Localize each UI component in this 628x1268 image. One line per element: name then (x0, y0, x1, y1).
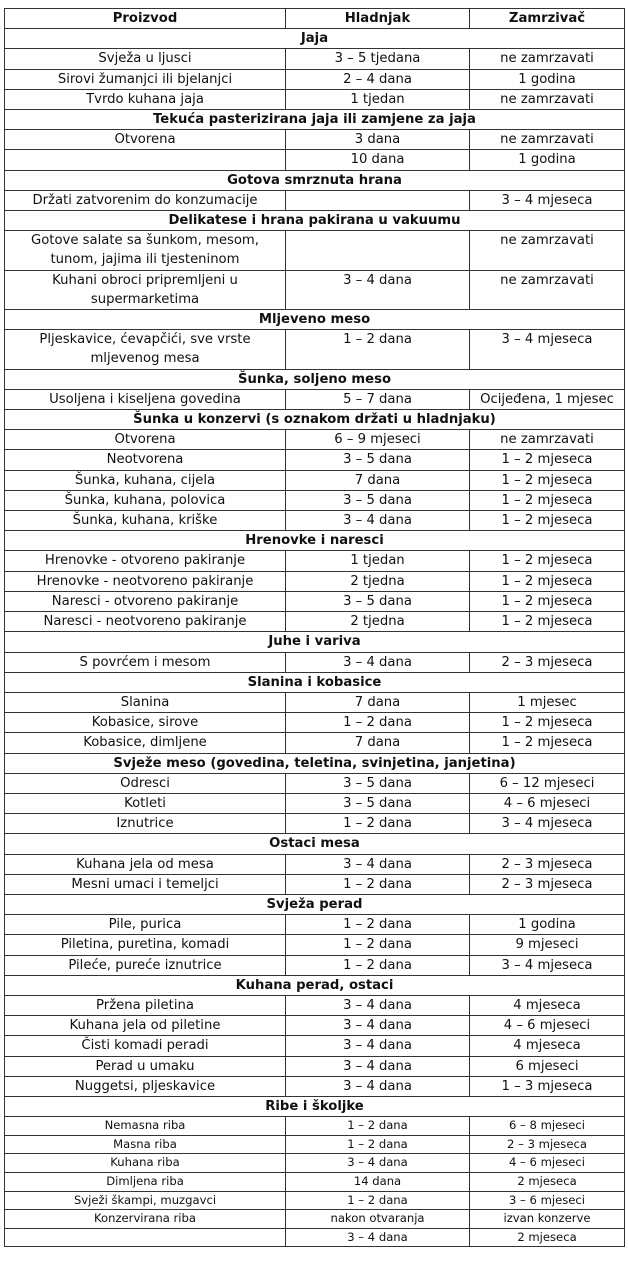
table-row (5, 1191, 625, 1210)
product-cell: Svježa u ljusci (5, 49, 286, 69)
freezer-cell: 6 – 8 mjeseci (470, 1117, 625, 1136)
product-cell: Piletina, puretina, komadi (5, 935, 286, 955)
product-cell: Pile, purica (5, 915, 286, 935)
freezer-cell: 1 – 2 mjeseca (470, 470, 625, 490)
freezer-cell: 4 – 6 mjeseci (470, 1016, 625, 1036)
refrigerator-cell: 3 – 4 dana (286, 1228, 470, 1247)
freezer-cell: 1 – 2 mjeseca (470, 450, 625, 470)
refrigerator-cell: 3 – 5 tjedana (286, 49, 470, 69)
freezer-cell: 4 mjeseca (470, 995, 625, 1015)
table-row (5, 89, 625, 109)
freezer-cell: Ocijeđena, 1 mjesec (470, 389, 625, 409)
refrigerator-cell: 5 – 7 dana (286, 389, 470, 409)
section-header-row (5, 894, 625, 914)
product-cell: Slanina (5, 692, 286, 712)
product-cell: Gotove salate sa šunkom, mesom, tunom, jajima ili tjesteninom (5, 231, 286, 270)
section-header-row (5, 834, 625, 854)
product-cell: Konzervirana riba (5, 1210, 286, 1229)
table-body (5, 29, 625, 1247)
refrigerator-cell: 1 – 2 dana (286, 814, 470, 834)
header-row (5, 9, 625, 29)
section-title: Ribe i školjke (5, 1096, 625, 1116)
refrigerator-cell (286, 231, 470, 270)
freezer-cell: 1 godina (470, 150, 625, 170)
header-product: Proizvod (5, 9, 286, 29)
table-row (5, 430, 625, 450)
refrigerator-cell: 3 – 4 dana (286, 652, 470, 672)
table-row (5, 1210, 625, 1229)
section-header-row (5, 632, 625, 652)
refrigerator-cell (286, 190, 470, 210)
table-row (5, 490, 625, 510)
freezer-cell: 1 – 2 mjeseca (470, 511, 625, 531)
table-row (5, 1076, 625, 1096)
table-row (5, 995, 625, 1015)
freezer-cell: 2 – 3 mjeseca (470, 1135, 625, 1154)
section-title: Juhe i variva (5, 632, 625, 652)
section-header-row (5, 369, 625, 389)
refrigerator-cell: 3 – 4 dana (286, 1076, 470, 1096)
product-cell: Kuhana jela od piletine (5, 1016, 286, 1036)
refrigerator-cell: 3 – 4 dana (286, 1036, 470, 1056)
table-row (5, 270, 625, 309)
table-row (5, 793, 625, 813)
refrigerator-cell: 3 – 5 dana (286, 773, 470, 793)
table-row (5, 1154, 625, 1173)
freezer-cell: 3 – 6 mjeseci (470, 1191, 625, 1210)
freezer-cell: ne zamrzavati (470, 430, 625, 450)
section-title: Delikatese i hrana pakirana u vakuumu (5, 211, 625, 231)
product-cell: Dimljena riba (5, 1172, 286, 1191)
product-cell: Otvorena (5, 130, 286, 150)
refrigerator-cell: 10 dana (286, 150, 470, 170)
product-cell: Iznutrice (5, 814, 286, 834)
product-cell: Pileće, pureće iznutrice (5, 955, 286, 975)
table-row (5, 935, 625, 955)
refrigerator-cell: 2 – 4 dana (286, 69, 470, 89)
table-row (5, 389, 625, 409)
table-row (5, 49, 625, 69)
refrigerator-cell: 3 – 4 dana (286, 1154, 470, 1173)
refrigerator-cell: 1 – 2 dana (286, 1117, 470, 1136)
section-title: Kuhana perad, ostaci (5, 975, 625, 995)
table-row (5, 1056, 625, 1076)
product-cell: Kuhana jela od mesa (5, 854, 286, 874)
table-row (5, 692, 625, 712)
refrigerator-cell: 1 – 2 dana (286, 915, 470, 935)
refrigerator-cell: 1 tjedan (286, 551, 470, 571)
product-cell (5, 1228, 286, 1247)
freezer-cell: 4 – 6 mjeseci (470, 793, 625, 813)
refrigerator-cell: 3 – 4 dana (286, 511, 470, 531)
freezer-cell: 1 godina (470, 69, 625, 89)
product-cell: Kotleti (5, 793, 286, 813)
freezer-cell: 1 – 2 mjeseca (470, 733, 625, 753)
freezer-cell: 4 – 6 mjeseci (470, 1154, 625, 1173)
table-row (5, 1135, 625, 1154)
table-row (5, 854, 625, 874)
product-cell: Šunka, kuhana, kriške (5, 511, 286, 531)
table-row (5, 1117, 625, 1136)
freezer-cell: 1 – 2 mjeseca (470, 551, 625, 571)
product-cell: Šunka, kuhana, polovica (5, 490, 286, 510)
refrigerator-cell: 3 – 5 dana (286, 591, 470, 611)
refrigerator-cell: nakon otvaranja (286, 1210, 470, 1229)
refrigerator-cell: 3 dana (286, 130, 470, 150)
refrigerator-cell: 1 tjedan (286, 89, 470, 109)
section-title: Slanina i kobasice (5, 672, 625, 692)
product-cell: Otvorena (5, 430, 286, 450)
freezer-cell: 2 mjeseca (470, 1228, 625, 1247)
freezer-cell: 2 – 3 mjeseca (470, 652, 625, 672)
product-cell: Svježi škampi, muzgavci (5, 1191, 286, 1210)
freezer-cell: 2 – 3 mjeseca (470, 874, 625, 894)
product-cell: Držati zatvorenim do konzumacije (5, 190, 286, 210)
food-storage-table (4, 8, 625, 1247)
table-row (5, 915, 625, 935)
refrigerator-cell: 3 – 4 dana (286, 854, 470, 874)
refrigerator-cell: 1 – 2 dana (286, 1135, 470, 1154)
header-refrigerator: Hladnjak (286, 9, 470, 29)
table-row (5, 874, 625, 894)
refrigerator-cell: 1 – 2 dana (286, 713, 470, 733)
refrigerator-cell: 3 – 5 dana (286, 490, 470, 510)
table-row (5, 231, 625, 270)
storage-table-container (4, 8, 624, 1247)
freezer-cell: 1 – 2 mjeseca (470, 490, 625, 510)
section-title: Ostaci mesa (5, 834, 625, 854)
freezer-cell: 6 – 12 mjeseci (470, 773, 625, 793)
refrigerator-cell: 1 – 2 dana (286, 330, 470, 369)
table-row (5, 470, 625, 490)
product-cell: Tvrdo kuhana jaja (5, 89, 286, 109)
table-row (5, 612, 625, 632)
freezer-cell: 3 – 4 mjeseca (470, 814, 625, 834)
refrigerator-cell: 1 – 2 dana (286, 874, 470, 894)
refrigerator-cell: 3 – 5 dana (286, 793, 470, 813)
table-row (5, 713, 625, 733)
freezer-cell: ne zamrzavati (470, 130, 625, 150)
section-title: Gotova smrznuta hrana (5, 170, 625, 190)
table-row (5, 955, 625, 975)
refrigerator-cell: 2 tjedna (286, 571, 470, 591)
refrigerator-cell: 1 – 2 dana (286, 955, 470, 975)
freezer-cell: 1 mjesec (470, 692, 625, 712)
refrigerator-cell: 7 dana (286, 470, 470, 490)
product-cell: Kuhana riba (5, 1154, 286, 1173)
section-header-row (5, 310, 625, 330)
freezer-cell: 2 mjeseca (470, 1172, 625, 1191)
table-row (5, 1036, 625, 1056)
refrigerator-cell: 3 – 4 dana (286, 995, 470, 1015)
refrigerator-cell: 7 dana (286, 692, 470, 712)
product-cell: Hrenovke - otvoreno pakiranje (5, 551, 286, 571)
section-header-row (5, 29, 625, 49)
refrigerator-cell: 1 – 2 dana (286, 935, 470, 955)
table-row (5, 652, 625, 672)
product-cell: Kobasice, dimljene (5, 733, 286, 753)
table-row (5, 69, 625, 89)
product-cell: S povrćem i mesom (5, 652, 286, 672)
refrigerator-cell: 14 dana (286, 1172, 470, 1191)
section-header-row (5, 1096, 625, 1116)
table-row (5, 733, 625, 753)
table-row (5, 511, 625, 531)
product-cell: Čisti komadi peradi (5, 1036, 286, 1056)
table-row (5, 1016, 625, 1036)
freezer-cell: ne zamrzavati (470, 89, 625, 109)
freezer-cell: 1 – 3 mjeseca (470, 1076, 625, 1096)
freezer-cell: 3 – 4 mjeseca (470, 330, 625, 369)
freezer-cell: 2 – 3 mjeseca (470, 854, 625, 874)
table-row (5, 150, 625, 170)
refrigerator-cell: 3 – 5 dana (286, 450, 470, 470)
freezer-cell: 1 godina (470, 915, 625, 935)
section-title: Hrenovke i naresci (5, 531, 625, 551)
section-header-row (5, 110, 625, 130)
product-cell: Usoljena i kiseljena govedina (5, 389, 286, 409)
refrigerator-cell: 2 tjedna (286, 612, 470, 632)
product-cell: Naresci - otvoreno pakiranje (5, 591, 286, 611)
section-title: Šunka, soljeno meso (5, 369, 625, 389)
table-row (5, 551, 625, 571)
freezer-cell: 3 – 4 mjeseca (470, 190, 625, 210)
header-freezer: Zamrzivač (470, 9, 625, 29)
refrigerator-cell: 3 – 4 dana (286, 1056, 470, 1076)
freezer-cell: ne zamrzavati (470, 231, 625, 270)
freezer-cell: 1 – 2 mjeseca (470, 571, 625, 591)
table-row (5, 450, 625, 470)
product-cell: Nuggetsi, pljeskavice (5, 1076, 286, 1096)
product-cell: Sirovi žumanjci ili bjelanjci (5, 69, 286, 89)
refrigerator-cell: 3 – 4 dana (286, 270, 470, 309)
product-cell: Hrenovke - neotvoreno pakiranje (5, 571, 286, 591)
product-cell: Šunka, kuhana, cijela (5, 470, 286, 490)
product-cell: Kobasice, sirove (5, 713, 286, 733)
section-title: Šunka u konzervi (s oznakom držati u hladnjaku) (5, 410, 625, 430)
product-cell: Pljeskavice, ćevapčići, sve vrste mljevenog mesa (5, 330, 286, 369)
refrigerator-cell: 6 – 9 mjeseci (286, 430, 470, 450)
freezer-cell: 6 mjeseci (470, 1056, 625, 1076)
freezer-cell: 1 – 2 mjeseca (470, 591, 625, 611)
section-title: Mljeveno meso (5, 310, 625, 330)
product-cell (5, 150, 286, 170)
product-cell: Mesni umaci i temeljci (5, 874, 286, 894)
section-header-row (5, 753, 625, 773)
section-title: Tekuća pasterizirana jaja ili zamjene za jaja (5, 110, 625, 130)
table-row (5, 773, 625, 793)
section-header-row (5, 975, 625, 995)
product-cell: Odresci (5, 773, 286, 793)
table-row (5, 190, 625, 210)
freezer-cell: ne zamrzavati (470, 270, 625, 309)
product-cell: Masna riba (5, 1135, 286, 1154)
table-row (5, 130, 625, 150)
freezer-cell: izvan konzerve (470, 1210, 625, 1229)
product-cell: Nemasna riba (5, 1117, 286, 1136)
product-cell: Pržena piletina (5, 995, 286, 1015)
freezer-cell: 3 – 4 mjeseca (470, 955, 625, 975)
table-row (5, 330, 625, 369)
section-title: Jaja (5, 29, 625, 49)
refrigerator-cell: 1 – 2 dana (286, 1191, 470, 1210)
section-header-row (5, 531, 625, 551)
table-row (5, 571, 625, 591)
freezer-cell: ne zamrzavati (470, 49, 625, 69)
refrigerator-cell: 7 dana (286, 733, 470, 753)
freezer-cell: 4 mjeseca (470, 1036, 625, 1056)
product-cell: Naresci - neotvoreno pakiranje (5, 612, 286, 632)
table-row (5, 814, 625, 834)
section-title: Svježa perad (5, 894, 625, 914)
refrigerator-cell: 3 – 4 dana (286, 1016, 470, 1036)
freezer-cell: 1 – 2 mjeseca (470, 612, 625, 632)
section-header-row (5, 410, 625, 430)
section-title: Svježe meso (govedina, teletina, svinjetina, janjetina) (5, 753, 625, 773)
table-row (5, 1172, 625, 1191)
product-cell: Kuhani obroci pripremljeni u supermarketima (5, 270, 286, 309)
freezer-cell: 1 – 2 mjeseca (470, 713, 625, 733)
table-row (5, 1228, 625, 1247)
section-header-row (5, 672, 625, 692)
section-header-row (5, 211, 625, 231)
freezer-cell: 9 mjeseci (470, 935, 625, 955)
section-header-row (5, 170, 625, 190)
product-cell: Perad u umaku (5, 1056, 286, 1076)
product-cell: Neotvorena (5, 450, 286, 470)
table-row (5, 591, 625, 611)
